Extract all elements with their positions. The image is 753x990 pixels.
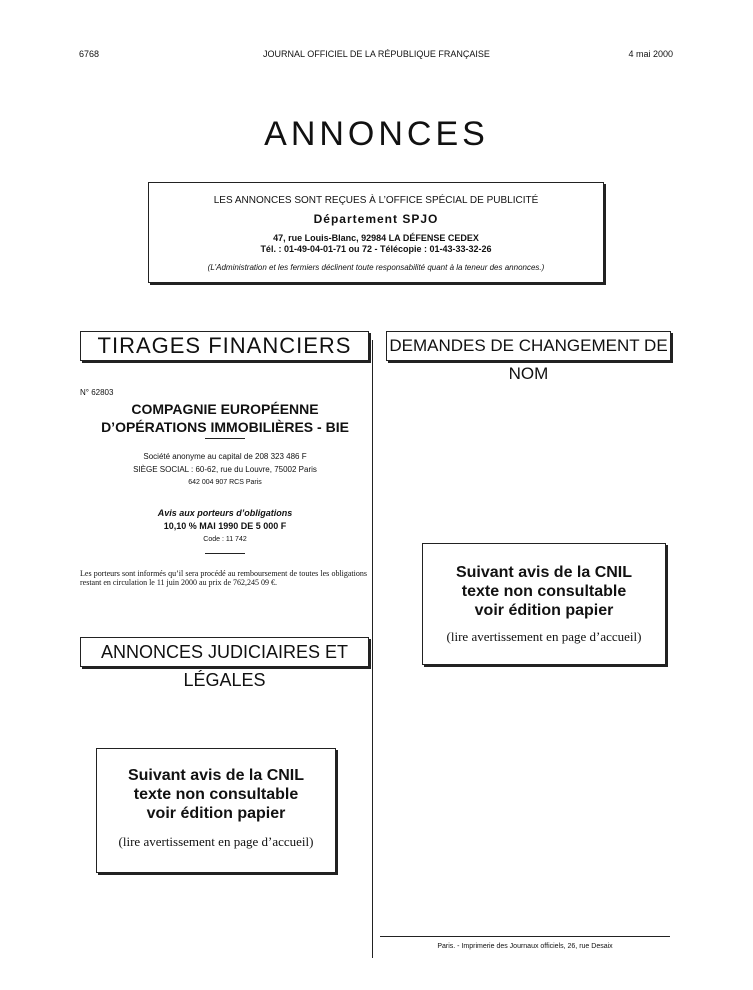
notice-department: Département SPJO: [313, 212, 439, 226]
notice-address: 47, rue Louis-Blanc, 92984 LA DÉFENSE CEDEX: [273, 233, 479, 243]
bond-code: Code : 11 742: [203, 536, 247, 543]
company-name-line2: D’OPÉRATIONS IMMOBILIÈRES - BIE: [101, 419, 349, 435]
company-siege: SIÈGE SOCIAL : 60-62, rue du Louvre, 75002 Paris: [133, 465, 317, 474]
cnil-right-line2: texte non consultable: [461, 583, 627, 600]
column-divider: [372, 340, 373, 958]
issue-date: 4 mai 2000: [628, 49, 673, 59]
section-tirages-financiers: TIRAGES FINANCIERS: [80, 331, 369, 361]
notice-box: [148, 182, 604, 283]
cnil-left-note: (lire avertissement en page d’accueil): [118, 834, 314, 849]
section-annonces-judiciaires: ANNONCES JUDICIAIRES ET LÉGALES: [80, 637, 369, 667]
cnil-left-line2: texte non consultable: [133, 786, 299, 803]
notice-phone: Tél. : 01-49-04-01-71 ou 72 - Télécopie : 01-43-33-32-26: [260, 244, 492, 254]
separator-rule: [205, 438, 245, 439]
avis-block: [80, 507, 370, 546]
company-rcs: 642 004 907 RCS Paris: [188, 479, 262, 486]
cnil-right-line1: Suivant avis de la CNIL: [455, 564, 633, 581]
cnil-right-note: (lire avertissement en page d’accueil): [446, 629, 642, 644]
separator-rule-2: [205, 553, 245, 554]
company-name: [80, 400, 370, 436]
cnil-right-line3: voir édition papier: [474, 602, 614, 619]
avis-title: Avis aux porteurs d’obligations: [157, 508, 293, 518]
notice-body: Les porteurs sont informés qu’il sera procédé au remboursement de toutes les obligations restant en circulation le 11 juin 2000 au prix de 762,245 09 €.: [80, 569, 367, 587]
company-capital: Société anonyme au capital de 208 323 486 F: [143, 452, 307, 461]
page-title: ANNONCES: [264, 115, 489, 153]
company-name-line1: COMPAGNIE EUROPÉENNE: [131, 401, 319, 417]
journal-title: JOURNAL OFFICIEL DE LA RÉPUBLIQUE FRANÇAISE: [263, 49, 490, 59]
cnil-left-line3: voir édition papier: [146, 805, 286, 822]
footer-imprint: Paris. - Imprimerie des Journaux officiels, 26, rue Desaix: [437, 943, 613, 950]
page-number: 6768: [79, 49, 100, 59]
bond-description: 10,10 % MAI 1990 DE 5 000 F: [163, 521, 287, 531]
company-details: [80, 450, 370, 489]
cnil-box-left: [96, 748, 336, 873]
ad-number: N° 62803: [80, 388, 114, 397]
section-changement-de-nom: DEMANDES DE CHANGEMENT DE NOM: [386, 331, 671, 361]
notice-disclaimer: (L’Administration et les fermiers déclinent toute responsabilité quant à la teneur des annonces.): [207, 263, 545, 272]
footer-rule: [380, 936, 670, 937]
cnil-box-right: [422, 543, 666, 665]
notice-line1: LES ANNONCES SONT REÇUES À L’OFFICE SPÉCIAL DE PUBLICITÉ: [213, 195, 539, 206]
cnil-left-line1: Suivant avis de la CNIL: [127, 767, 305, 784]
